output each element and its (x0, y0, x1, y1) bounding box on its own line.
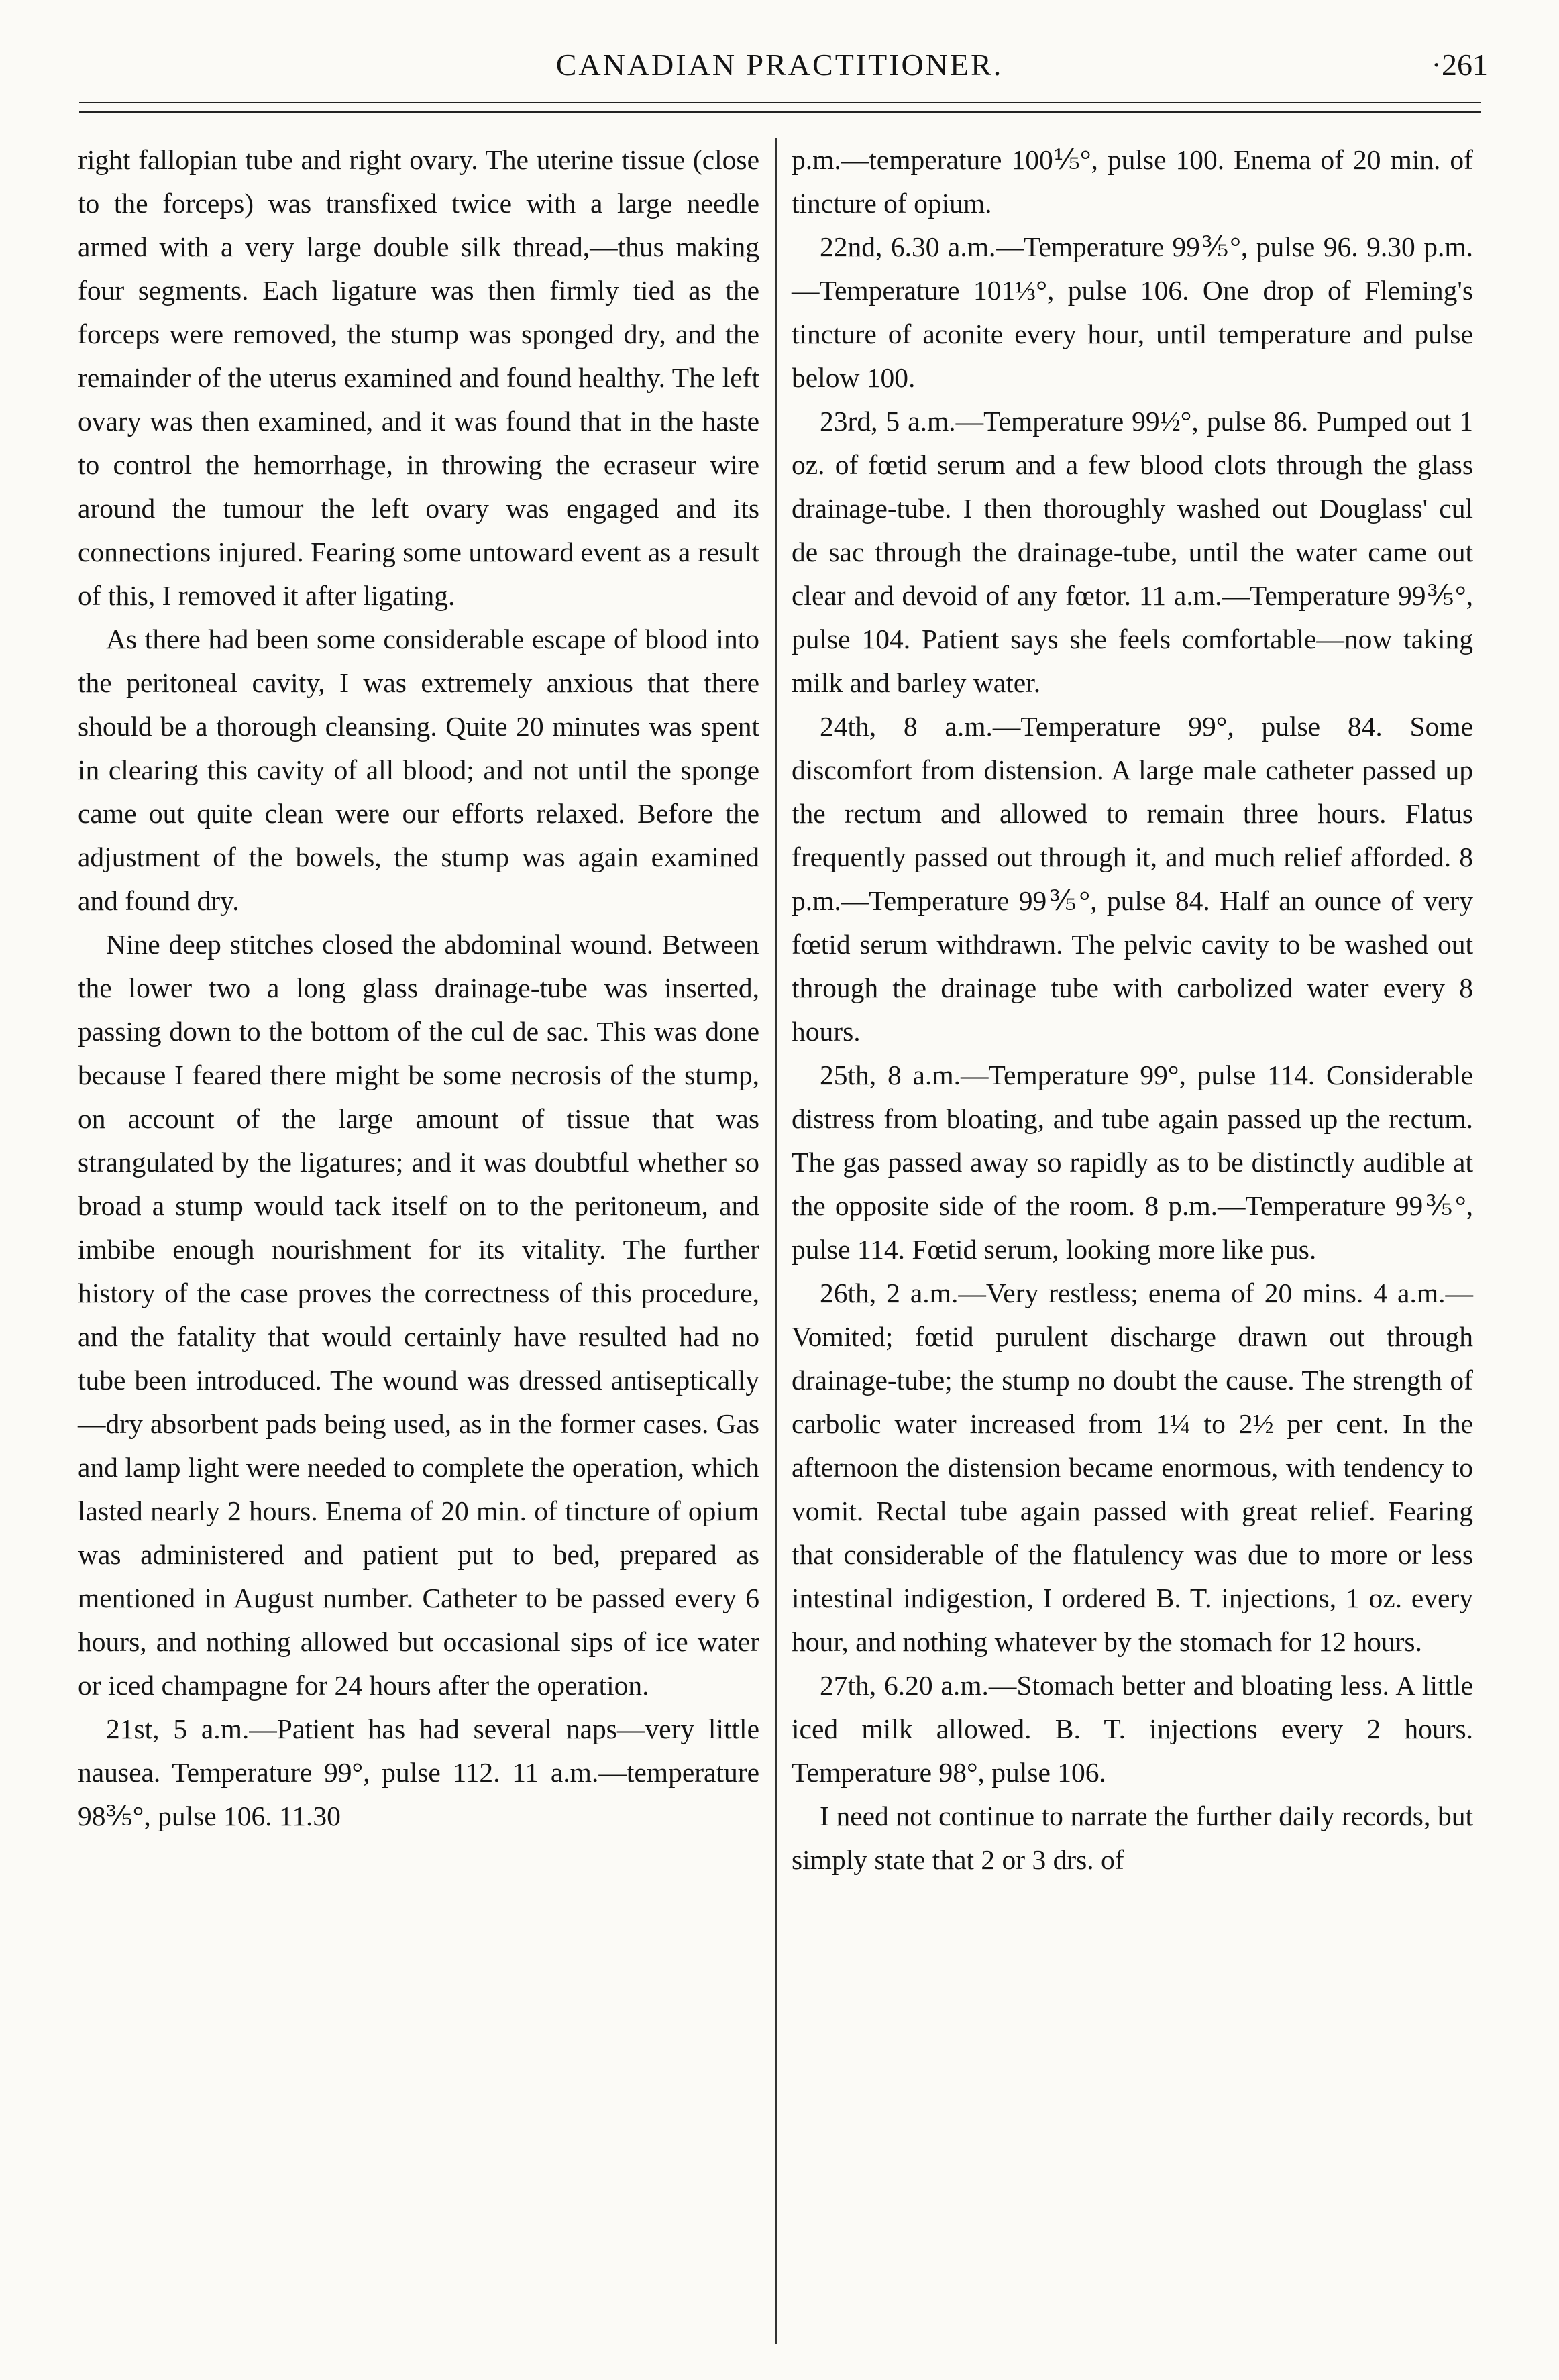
paragraph: Nine deep stitches closed the abdominal wound. Between the lower two a long glass drainage-tube was inserted, passing down to the bottom of the cul de sac. This was done because I feared there might be some necrosis of the stump, on account of the large amount of tissue that was strangulated by the ligatures; and it was doubtful whether so broad a stump would tack itself on to the peritoneum, and imbibe enough nourishment for its vitality. The further history of the case proves the correctness of this procedure, and the fatality that would certainly have resulted had no tube been introduced. The wound was dressed antiseptically—dry absorbent pads being used, as in the former cases. Gas and lamp light were needed to complete the operation, which lasted nearly 2 hours. Enema of 20 min. of tincture of opium was administered and patient put to bed, prepared as mentioned in August number. Catheter to be passed every 6 hours, and nothing allowed but occasional sips of ice water or iced champagne for 24 hours after the operation. (78, 929, 759, 1701)
paragraph: 21st, 5 a.m.—Patient has had several naps—very little nausea. Temperature 99°, pulse 112. 11 a.m.—temperature 98⅗°, pulse 106. 11.30 (78, 1713, 759, 1831)
left-column (78, 138, 759, 2344)
paragraph: right fallopian tube and right ovary. The uterine tissue (close to the forceps) was transfixed twice with a large needle armed with a very large double silk thread,—thus making four segments. Each ligature was then firmly tied as the forceps were removed, the stump was sponged dry, and the remainder of the uterus examined and found healthy. The left ovary was then examined, and it was found that in the haste to control the hemorrhage, in throwing the ecraseur wire around the tumour the left ovary was engaged and its connections injured. Fearing some untoward event as a result of this, I removed it after ligating. (78, 144, 759, 611)
paragraph: I need not continue to narrate the further daily records, but simply state that 2 or 3 drs. of (792, 1801, 1473, 1875)
paragraph: p.m.—temperature 100⅕°, pulse 100. Enema of 20 min. of tincture of opium. (792, 144, 1473, 219)
paragraph: 26th, 2 a.m.—Very restless; enema of 20 mins. 4 a.m.—Vomited; fœtid purulent discharge drawn out through drainage-tube; the stump no doubt the cause. The strength of carbolic water increased from 1¼ to 2½ per cent. In the afternoon the distension became enormous, with tendency to vomit. Rectal tube again passed with great relief. Fearing that considerable of the flatulency was due to more or less intestinal indigestion, I ordered B. T. injections, 1 oz. every hour, and nothing whatever by the stomach for 12 hours. (792, 1278, 1473, 1657)
paragraph: As there had been some considerable escape of blood into the peritoneal cavity, I was extremely anxious that there should be a thorough cleansing. Quite 20 minutes was spent in clearing this cavity of all blood; and not until the sponge came out quite clean were our efforts relaxed. Before the adjustment of the bowels, the stump was again examined and found dry. (78, 624, 759, 916)
paragraph: 23rd, 5 a.m.—Temperature 99½°, pulse 86. Pumped out 1 oz. of fœtid serum and a few blood clots through the glass drainage-tube. I then thoroughly washed out Douglass' cul de sac through the drainage-tube, until the water came out clear and devoid of any fœtor. 11 a.m.—Temperature 99⅗°, pulse 104. Patient says she feels comfortable—now taking milk and barley water. (792, 406, 1473, 698)
column-divider (775, 138, 777, 2344)
running-title: CANADIAN PRACTITIONER. (555, 48, 1004, 82)
header-rule-bottom (79, 111, 1481, 113)
header-rule-top (79, 102, 1481, 103)
paragraph: 24th, 8 a.m.—Temperature 99°, pulse 84. Some discomfort from distension. A large male catheter passed up the rectum and allowed to remain three hours. Flatus frequently passed out through it, and much relief afforded. 8 p.m.—Temperature 99⅗°, pulse 84. Half an ounce of very fœtid serum withdrawn. The pelvic cavity to be washed out through the drainage tube with carbolized water every 8 hours. (792, 711, 1473, 1047)
paragraph: 25th, 8 a.m.—Temperature 99°, pulse 114. Considerable distress from bloating, and tube again passed up the rectum. The gas passed away so rapidly as to be distinctly audible at the opposite side of the room. 8 p.m.—Temperature 99⅗°, pulse 114. Fœtid serum, looking more like pus. (792, 1060, 1473, 1265)
page-number: ·261 (1431, 48, 1488, 82)
page-header (70, 47, 1489, 94)
paragraph: 27th, 6.20 a.m.—Stomach better and bloating less. A little iced milk allowed. B. T. injections every 2 hours. Temperature 98°, pulse 106. (792, 1670, 1473, 1788)
paragraph: 22nd, 6.30 a.m.—Temperature 99⅗°, pulse 96. 9.30 p.m.—Temperature 101⅓°, pulse 106. One drop of Fleming's tincture of aconite every hour, until temperature and pulse below 100. (792, 231, 1473, 393)
right-column (792, 138, 1473, 2344)
